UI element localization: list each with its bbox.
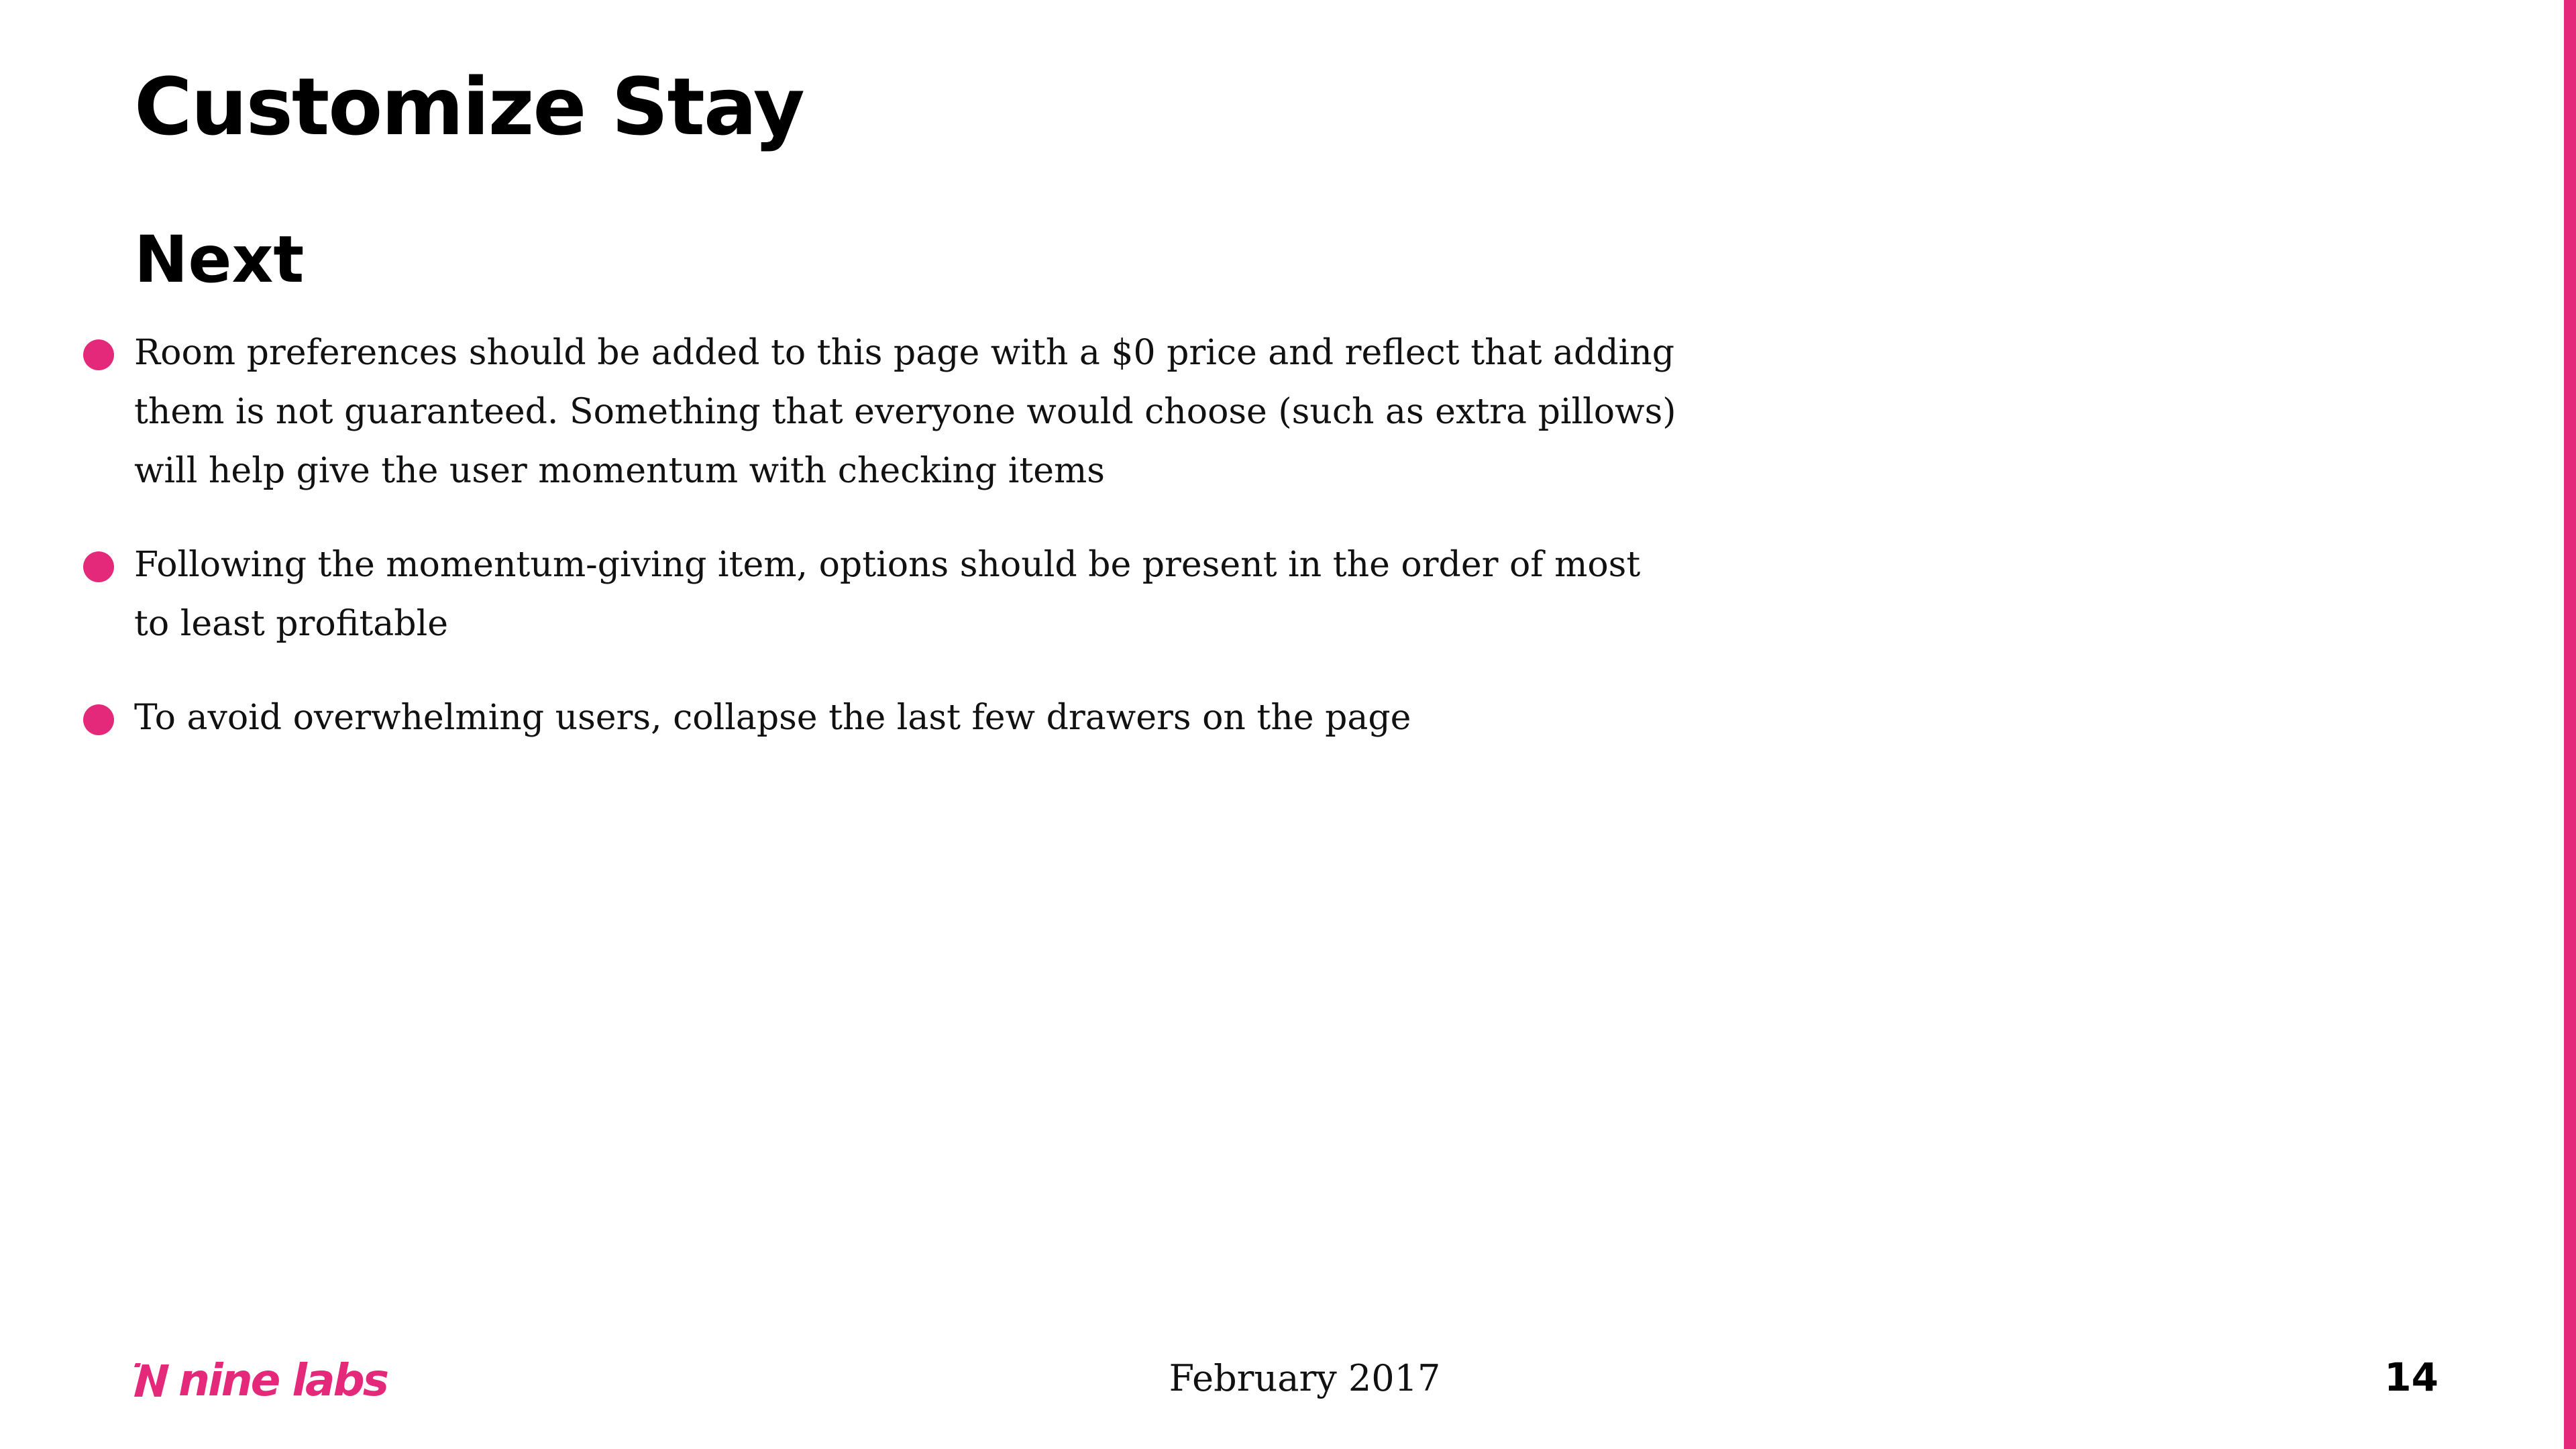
bullet-dot-icon: [83, 704, 114, 735]
bullet-item: [134, 323, 1677, 500]
bullet-dot-icon: [83, 551, 114, 582]
bullet-text: To avoid overwhelming users, collapse the last few drawers on the page: [134, 698, 1411, 738]
logo-text: nine labs: [178, 1354, 388, 1406]
footer-date: February 2017: [1169, 1357, 1441, 1399]
page-number: 14: [2384, 1354, 2438, 1400]
bullet-text: Following the momentum-giving item, options should be present in the order of most to least profitable: [134, 545, 1641, 644]
bullet-list: [134, 323, 1677, 782]
bullet-item: [134, 535, 1677, 653]
bullet-item: [134, 688, 1677, 747]
bullet-dot-icon: [83, 339, 114, 370]
accent-bar: [2564, 0, 2576, 1449]
section-heading: Next: [134, 222, 305, 297]
slide-title: Customize Stay: [134, 60, 804, 153]
bullet-text: Room preferences should be added to this page with a $0 price and reflect that adding them is not guaranteed. Something that everyone would choose (such as extra pillows) will help give the user momentum with checking items: [134, 333, 1676, 491]
